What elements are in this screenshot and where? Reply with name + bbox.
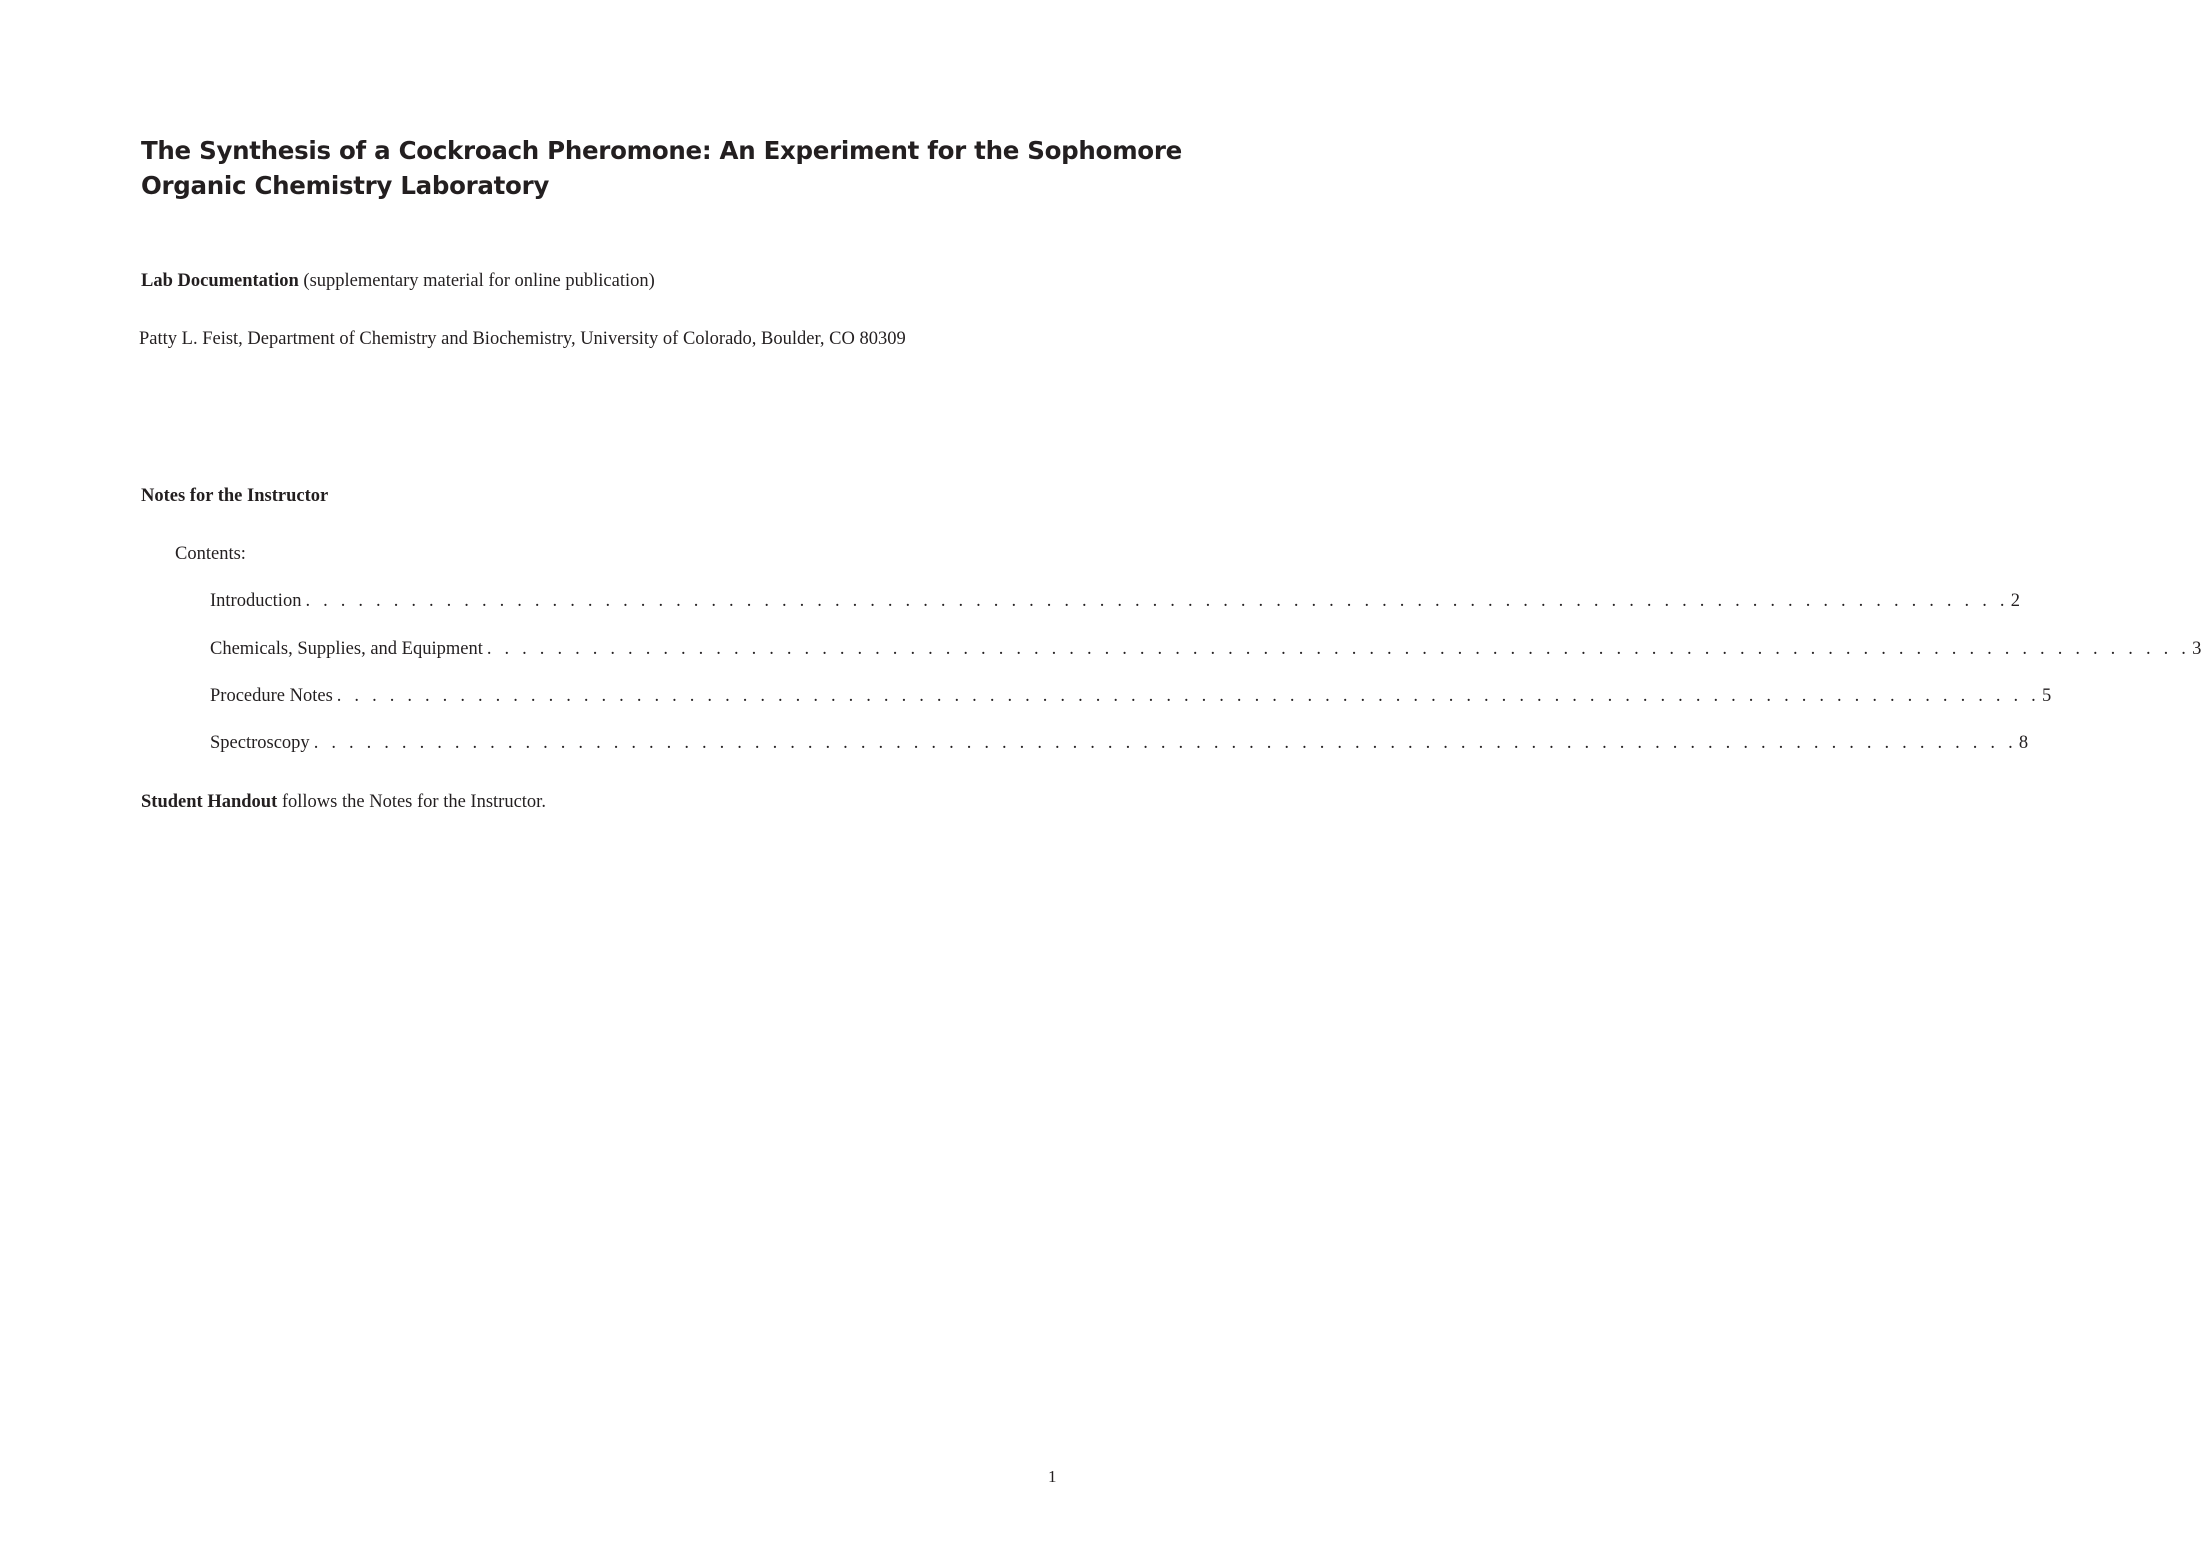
- student-handout-label: Student Handout: [141, 792, 278, 812]
- toc-entry-label: Introduction: [210, 591, 302, 611]
- notes-heading: Notes for the Instructor: [141, 486, 329, 506]
- student-handout-text: follows the Notes for the Instructor.: [277, 792, 546, 812]
- toc-leader-dots: . . . . . . . . . . . . . . . . . . . . . . . . . . . . . . . . . . . . . . . . . . . . . . . . . . . . . . . . . . . . . . . . . . . . . . . . . . . . . . . . . . . . . . . . . . . . . . . . .: [313, 733, 2017, 753]
- toc-entry-label: Procedure Notes: [210, 686, 333, 706]
- toc-leader-dots: . . . . . . . . . . . . . . . . . . . . . . . . . . . . . . . . . . . . . . . . . . . . . . . . . . . . . . . . . . . . . . . . . . . . . . . . . . . . . . . . . . . . . . . . . . . . . . . . .: [486, 639, 2191, 659]
- toc-entry-label: Chemicals, Supplies, and Equipment: [210, 639, 483, 659]
- title-line-1: The Synthesis of a Cockroach Pheromone: An Experiment for the Sophomore: [141, 136, 1182, 165]
- student-handout-note: [141, 790, 546, 814]
- document-title: [141, 133, 1182, 203]
- toc-entry-spectroscopy: [210, 731, 2029, 755]
- lab-documentation-line: [141, 269, 655, 293]
- lab-documentation-label: Lab Documentation: [141, 271, 299, 291]
- toc-entry-page: 5: [2042, 686, 2052, 706]
- toc-leader-dots: . . . . . . . . . . . . . . . . . . . . . . . . . . . . . . . . . . . . . . . . . . . . . . . . . . . . . . . . . . . . . . . . . . . . . . . . . . . . . . . . . . . . . . . . . . . . . . . . .: [336, 686, 2041, 706]
- toc-entry-page: 2: [2010, 591, 2020, 611]
- toc-entry-page: 3: [2192, 639, 2201, 659]
- lab-documentation-note: (supplementary material for online publication): [298, 271, 655, 291]
- title-line-2: Organic Chemistry Laboratory: [141, 171, 550, 200]
- page-number: 1: [1048, 1467, 1057, 1486]
- toc-entry-introduction: [210, 589, 2020, 613]
- toc-entry-procedure-notes: [210, 684, 2052, 708]
- toc-entry-chemicals: [210, 637, 2201, 661]
- toc-entry-page: 8: [2018, 733, 2029, 753]
- toc-entry-label: Spectroscopy: [210, 733, 310, 753]
- author-affiliation: Patty L. Feist, Department of Chemistry and Biochemistry, University of Colorado, Boulder, CO 80309: [139, 329, 906, 349]
- contents-label: Contents:: [175, 544, 246, 564]
- toc-leader-dots: . . . . . . . . . . . . . . . . . . . . . . . . . . . . . . . . . . . . . . . . . . . . . . . . . . . . . . . . . . . . . . . . . . . . . . . . . . . . . . . . . . . . . . . . . . . . . . . . .: [305, 591, 2009, 611]
